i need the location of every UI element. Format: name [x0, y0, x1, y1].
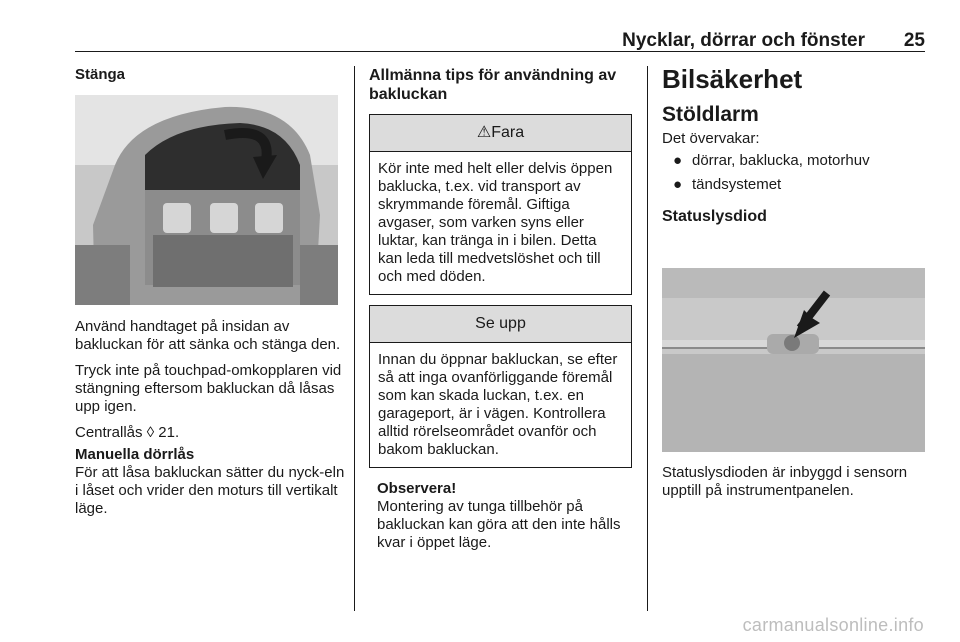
central-lock-label: Centrallås — [75, 424, 147, 441]
column-1 — [75, 66, 340, 84]
tailgate-illustration — [75, 95, 338, 305]
status-led-photo — [662, 268, 925, 452]
header-title: Nycklar, dörrar och fönster — [622, 30, 865, 51]
bullet-item-ignition: ● tändsystemet — [673, 176, 782, 193]
column-3 — [662, 64, 927, 226]
note-text: Montering av tunga tillbehör på bakluckan kan göra att den inte hålls kvar i öppet läge. — [377, 498, 621, 551]
tips-heading: Allmänna tips för användning av bakluckan — [369, 67, 617, 103]
dashboard-led-illustration — [662, 268, 925, 452]
page-ref-arrow-icon: ◊ — [146, 424, 155, 441]
caution-text: Innan du öppnar bakluckan, se efter så att inga ovanförliggande föremål som kan skada luckan, t.ex. en garageport, är i vägen. Kontrollera alltid rörelseområdet ovanför och bakom bakluckan. — [378, 351, 618, 458]
bullet-icon: ● — [673, 152, 683, 169]
caution-box — [369, 305, 632, 468]
tailgate-photo — [75, 95, 338, 305]
column-2 — [369, 66, 632, 552]
column-divider-1 — [354, 66, 355, 611]
page-header — [75, 30, 925, 52]
paragraph-central-lock — [75, 424, 345, 442]
column-divider-2 — [647, 66, 648, 611]
paragraph-closing: Använd handtaget på insidan av bakluckan för att sänka och stänga den. — [75, 318, 341, 353]
note-heading: Observera! — [377, 480, 457, 497]
watermark: carmanualsonline.info — [742, 615, 924, 635]
caution-title: Se upp — [370, 306, 631, 343]
vehicle-security-heading: Bilsäkerhet — [662, 64, 803, 94]
danger-text: Kör inte med helt eller delvis öppen baklucka, t.ex. vid transport av skrymmande föremål. Giftiga avgaser, som varken syns eller luktar, kan tränga in i bilen. Detta kan leda till medvetslöshet och till och med döden. — [378, 160, 613, 285]
danger-box — [369, 114, 632, 295]
anti-theft-heading: Stöldlarm — [662, 103, 759, 126]
paragraph-touchpad-warning: Tryck inte på touchpad-omkopplaren vid stängning eftersom bakluckan då låsas upp igen. — [75, 362, 342, 415]
page-number: 25 — [903, 30, 925, 51]
column-3-caption — [662, 464, 932, 500]
section-heading-stanga: Stänga — [75, 66, 126, 83]
column-1-text — [75, 318, 345, 518]
danger-title: Fara — [491, 124, 525, 141]
bullet-item-doors: ● dörrar, baklucka, motorhuv — [673, 152, 870, 169]
bullet-icon: ● — [673, 176, 683, 193]
danger-box-header — [370, 115, 631, 152]
manual-locks-heading: Manuella dörrlås — [75, 446, 195, 463]
manual-locks-text: För att låsa bakluckan sätter du nyck-eln i låset och vrider den moturs till vertikalt läge. — [75, 464, 345, 517]
warning-triangle-icon: ⚠ — [476, 124, 492, 141]
page-ref-link[interactable]: 21. — [154, 424, 180, 441]
status-led-heading: Statuslysdiod — [662, 208, 767, 225]
header-rule — [75, 51, 925, 52]
status-led-caption: Statuslysdioden är inbyggd i sensorn upptill på instrumentpanelen. — [662, 464, 908, 499]
monitors-intro: Det övervakar: — [662, 130, 760, 147]
